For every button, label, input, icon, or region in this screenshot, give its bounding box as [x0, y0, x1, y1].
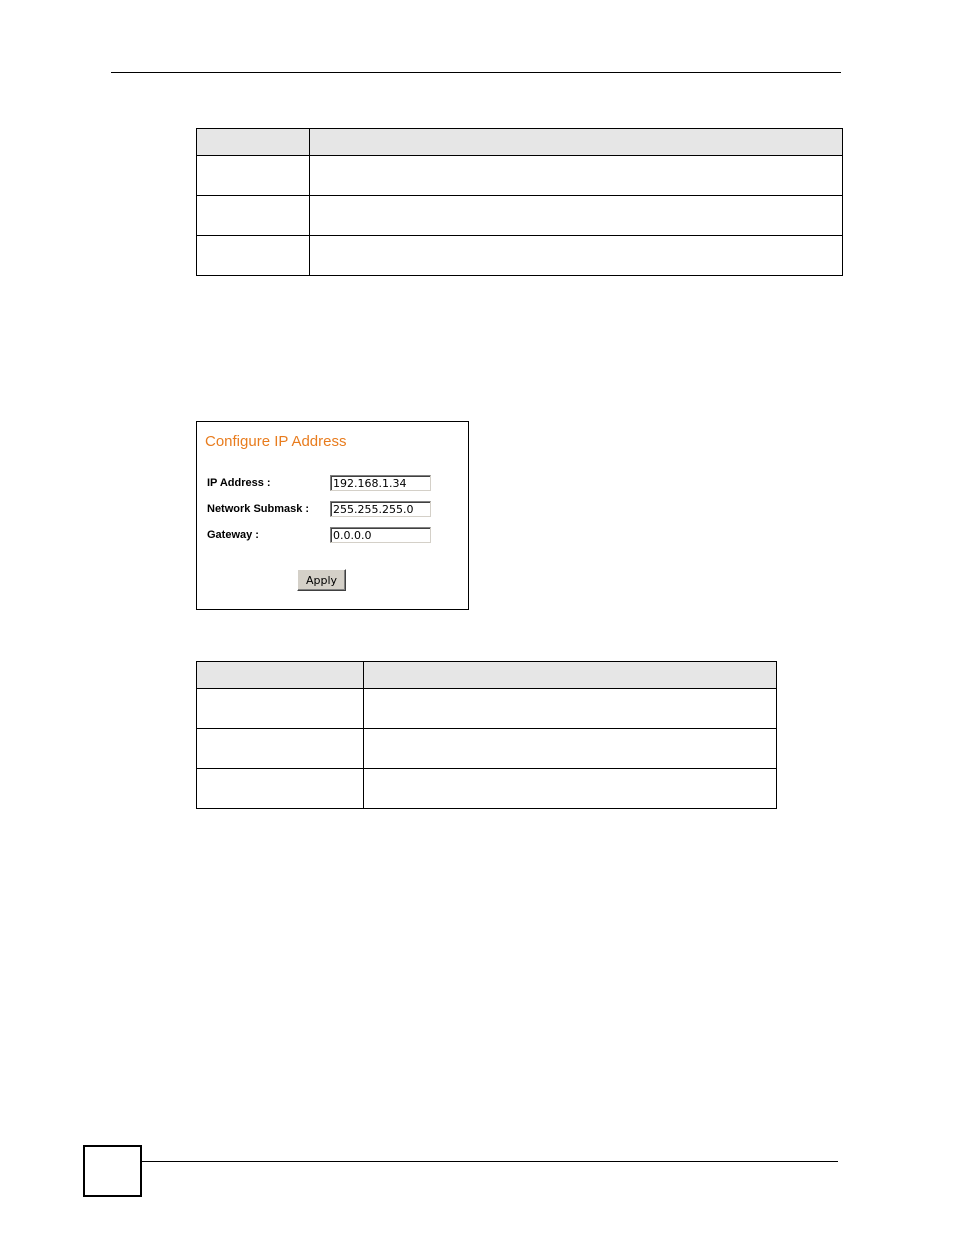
network-submask-label: Network Submask : [207, 503, 310, 515]
header-rule [111, 72, 841, 73]
table-row [197, 689, 777, 729]
gateway-label: Gateway : [207, 529, 259, 541]
table-row [197, 729, 777, 769]
table-header-row [197, 662, 777, 689]
configure-ip-panel [196, 421, 469, 610]
table-cell [364, 729, 777, 769]
network-submask-input[interactable] [330, 501, 431, 517]
table-cell [197, 689, 364, 729]
table-cell [364, 689, 777, 729]
apply-button[interactable]: Apply [297, 569, 346, 591]
table-cell [197, 236, 310, 276]
page-number-box [83, 1145, 142, 1197]
description-table-bottom [196, 661, 777, 809]
table-header-cell [197, 129, 310, 156]
description-table-top [196, 128, 843, 276]
table-cell [197, 729, 364, 769]
table-cell [364, 769, 777, 809]
footer-rule [140, 1161, 838, 1162]
table-row [197, 236, 843, 276]
table-header-cell [364, 662, 777, 689]
panel-title: Configure IP Address [205, 433, 347, 450]
table-row [197, 156, 843, 196]
ip-address-label: IP Address : [207, 477, 271, 489]
gateway-input[interactable] [330, 527, 431, 543]
table-cell [310, 156, 843, 196]
table-cell [310, 236, 843, 276]
table-header-cell [197, 662, 364, 689]
table-cell [197, 769, 364, 809]
table-row [197, 769, 777, 809]
table-header-cell [310, 129, 843, 156]
table-row [197, 196, 843, 236]
table-header-row [197, 129, 843, 156]
table-cell [310, 196, 843, 236]
table-cell [197, 156, 310, 196]
table-cell [197, 196, 310, 236]
ip-address-input[interactable] [330, 475, 431, 491]
